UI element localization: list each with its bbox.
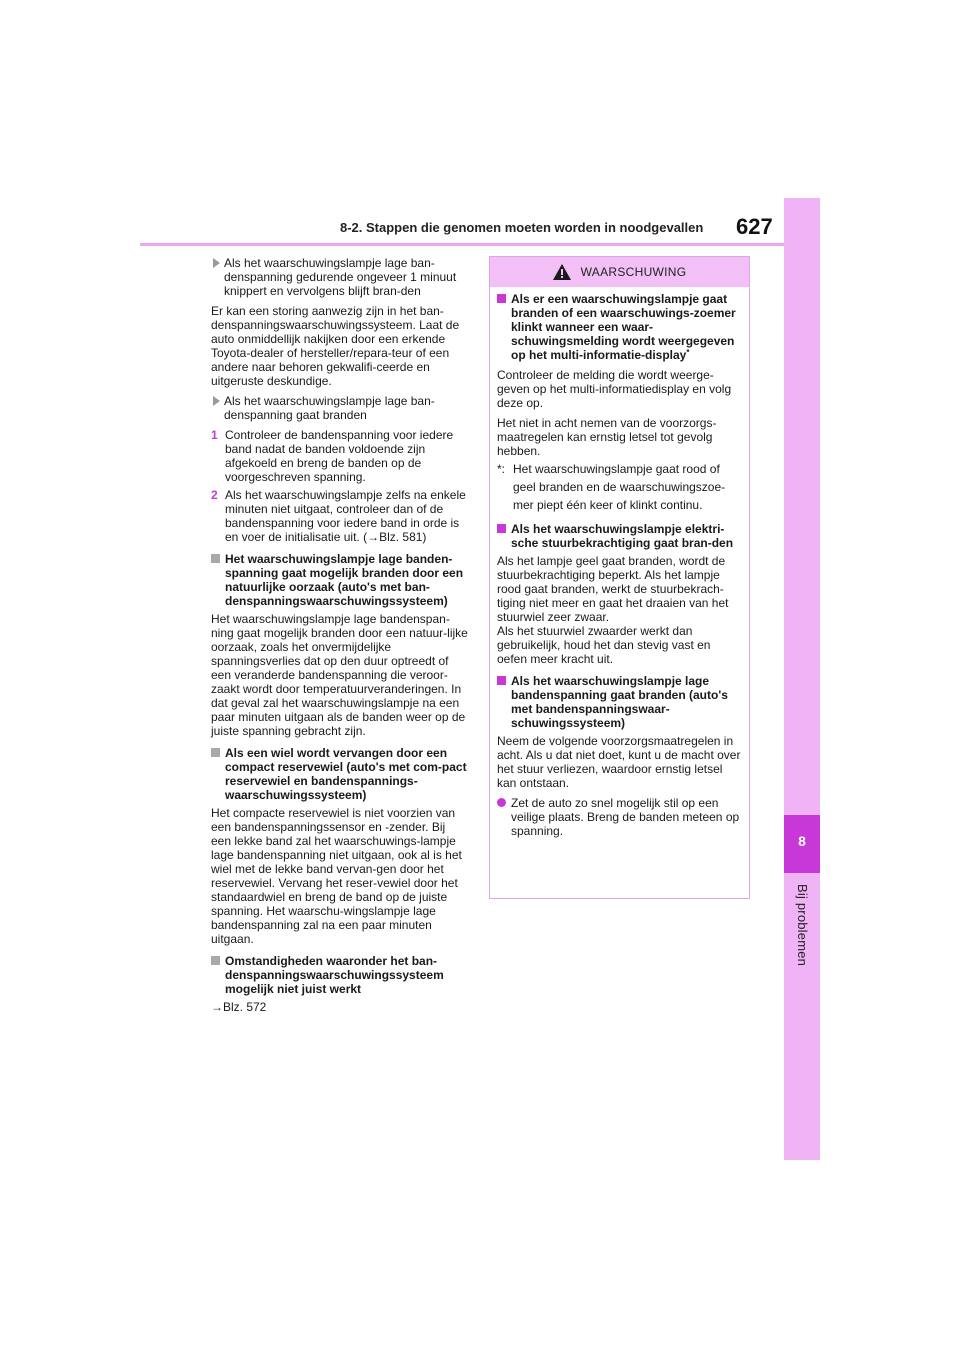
square-bullet-icon (211, 956, 220, 965)
page-number: 627 (736, 214, 773, 239)
bullet-text: Zet de auto zo snel mogelijk stil op een veilige plaats. Breng de banden meteen op spanning. (511, 796, 740, 838)
square-bullet-icon (497, 524, 506, 533)
chapter-number: 8 (798, 833, 806, 849)
warning-title: WAARSCHUWING (580, 265, 687, 279)
chapter-label: Bij problemen (795, 884, 810, 967)
left-column (211, 256, 468, 1020)
arrow-item (211, 394, 468, 422)
section-heading-text: Omstandigheden waaronder het ban-denspanningswaarschuwingssysteem mogelijk niet juist werkt (225, 954, 444, 996)
step-text: Controleer de bandenspanning voor iedere band nadat de banden voldoende zijn afgekoeld en breng de banden op de voorgeschreven spanning. (225, 428, 454, 484)
paragraph: Het waarschuwingslampje lage bandenspan-ning gaat mogelijk branden door een natuur-lijke oorzaak, zoals het onvermijdelijke spanningsverlies dat op den duur optreedt of een veranderde bandenspanning die veroor-zaakt wordt door temperatuurveranderingen. In dat geval zal het waarschuwingslampje na een paar minuten uitgaan als de banden weer op de juiste spanning gebracht zijn. (211, 612, 468, 738)
arrow-item-text: Als het waarschuwingslampje lage ban-denspanning gedurende ongeveer 1 minuut knippert en vervolgens blijft bran-den (224, 256, 457, 298)
chapter-side-tab (784, 198, 820, 1160)
footnote-mark: *: (497, 462, 506, 476)
paragraph: Het compacte reservewiel is niet voorzien van een bandenspanningssensor en -zender. Bij een lekke band zal het waarschuwings-lampje lage bandenspanning niet uitgaan, ook al is het wiel met de lekke band vervan-gen door het reservewiel. Vervang het reser-vewiel door het standaardwiel en breng de band op de juiste spanning. Het waarschu-wingslampje lage bandenspanning zal na een paar minuten uitgaan. (211, 806, 462, 946)
step-number: 1 (211, 428, 218, 442)
warning-header (490, 257, 749, 287)
section-heading (211, 552, 468, 608)
section-heading (211, 746, 468, 802)
paragraph: Neem de volgende voorzorgsmaatregelen in acht. Als u dat niet doet, kunt u de macht over het stuur verliezen, waardoor ernstig letsel kan ontstaan. (497, 734, 741, 790)
paragraph: Als het lampje geel gaat branden, wordt de stuurbekrachtiging beperkt. Als het lampje rood gaat branden, werkt de stuurbekrach-tiging niet meer en gaat het draaien van het stuurwiel zeer zwaar. (497, 554, 729, 624)
section-heading-text: Als een wiel wordt vervangen door een compact reservewiel (auto's met com-pact reservewiel en bandenspannings-waarschuwingssysteem) (225, 746, 467, 802)
section-heading-text: Als het waarschuwingslampje elektri-sche stuurbekrachtiging gaat bran-den (511, 522, 734, 550)
section-heading-text: Als het waarschuwingslampje lage bandenspanning gaat branden (auto's met bandenspanningswaar-schuwingssysteem) (511, 674, 728, 730)
square-bullet-icon (497, 294, 506, 303)
step-number: 2 (211, 488, 218, 502)
footnote (497, 460, 742, 514)
page-reference: →Blz. 572 (211, 1000, 267, 1014)
section-title: 8-2. Stappen die genomen moeten worden in noodgevallen (340, 220, 704, 235)
arrow-item-text: Als het waarschuwingslampje lage ban-denspanning gaat branden (224, 394, 435, 422)
triangle-bullet-icon (213, 258, 220, 268)
section-heading-text: Als er een waarschuwingslampje gaat branden of een waarschuwings-zoemer klinkt wanneer een waar-schuwingsmelding wordt weergegeven op het multi-informatie-display (511, 292, 736, 362)
bullet-item (497, 796, 742, 838)
square-bullet-icon (211, 748, 220, 757)
triangle-bullet-icon (213, 396, 220, 406)
step-item (211, 488, 468, 544)
warning-triangle-icon (553, 264, 571, 280)
footnote-marker: * (686, 348, 690, 357)
section-heading (497, 522, 742, 550)
arrow-item (211, 256, 468, 298)
section-heading (497, 674, 742, 730)
section-heading (211, 954, 468, 996)
square-bullet-icon (497, 676, 506, 685)
header-rule (140, 243, 784, 246)
warning-body (490, 287, 749, 838)
paragraph: Controleer de melding die wordt weerge-geven op het multi-informatiedisplay en volg deze op. (497, 368, 732, 410)
square-bullet-icon (211, 554, 220, 563)
step-item (211, 428, 468, 484)
warning-box (489, 256, 750, 899)
paragraph: Er kan een storing aanwezig zijn in het ban-denspanningswaarschuwingssysteem. Laat de auto onmiddellijk nakijken door een erkende Toyota-dealer of hersteller/repara-teur of een andere naar behoren gekwalifi-ceerde en uitgeruste deskundige. (211, 304, 460, 388)
footnote-text: Het waarschuwingslampje gaat rood of geel branden en de waarschuwingszoe-mer piept één keer of klinkt continu. (513, 462, 726, 512)
paragraph: Als het stuurwiel zwaarder werkt dan gebruikelijk, houd het dan stevig vast en oefen meer kracht uit. (497, 624, 711, 666)
paragraph: Het niet in acht nemen van de voorzorgs-maatregelen kan ernstig letsel tot gevolg hebben. (497, 416, 717, 458)
circle-bullet-icon (497, 798, 506, 807)
step-text: Als het waarschuwingslampje zelfs na enkele minuten niet uitgaat, controleer dan of de bandenspanning voor iedere band in orde is en voer de initialisatie uit. (→Blz. 581) (225, 488, 466, 544)
section-heading (497, 292, 742, 364)
section-heading-text: Het waarschuwingslampje lage banden-spanning gaat mogelijk branden door een natuurlijke oorzaak (auto's met ban-denspanningswaarschuwingssysteem) (225, 552, 464, 608)
